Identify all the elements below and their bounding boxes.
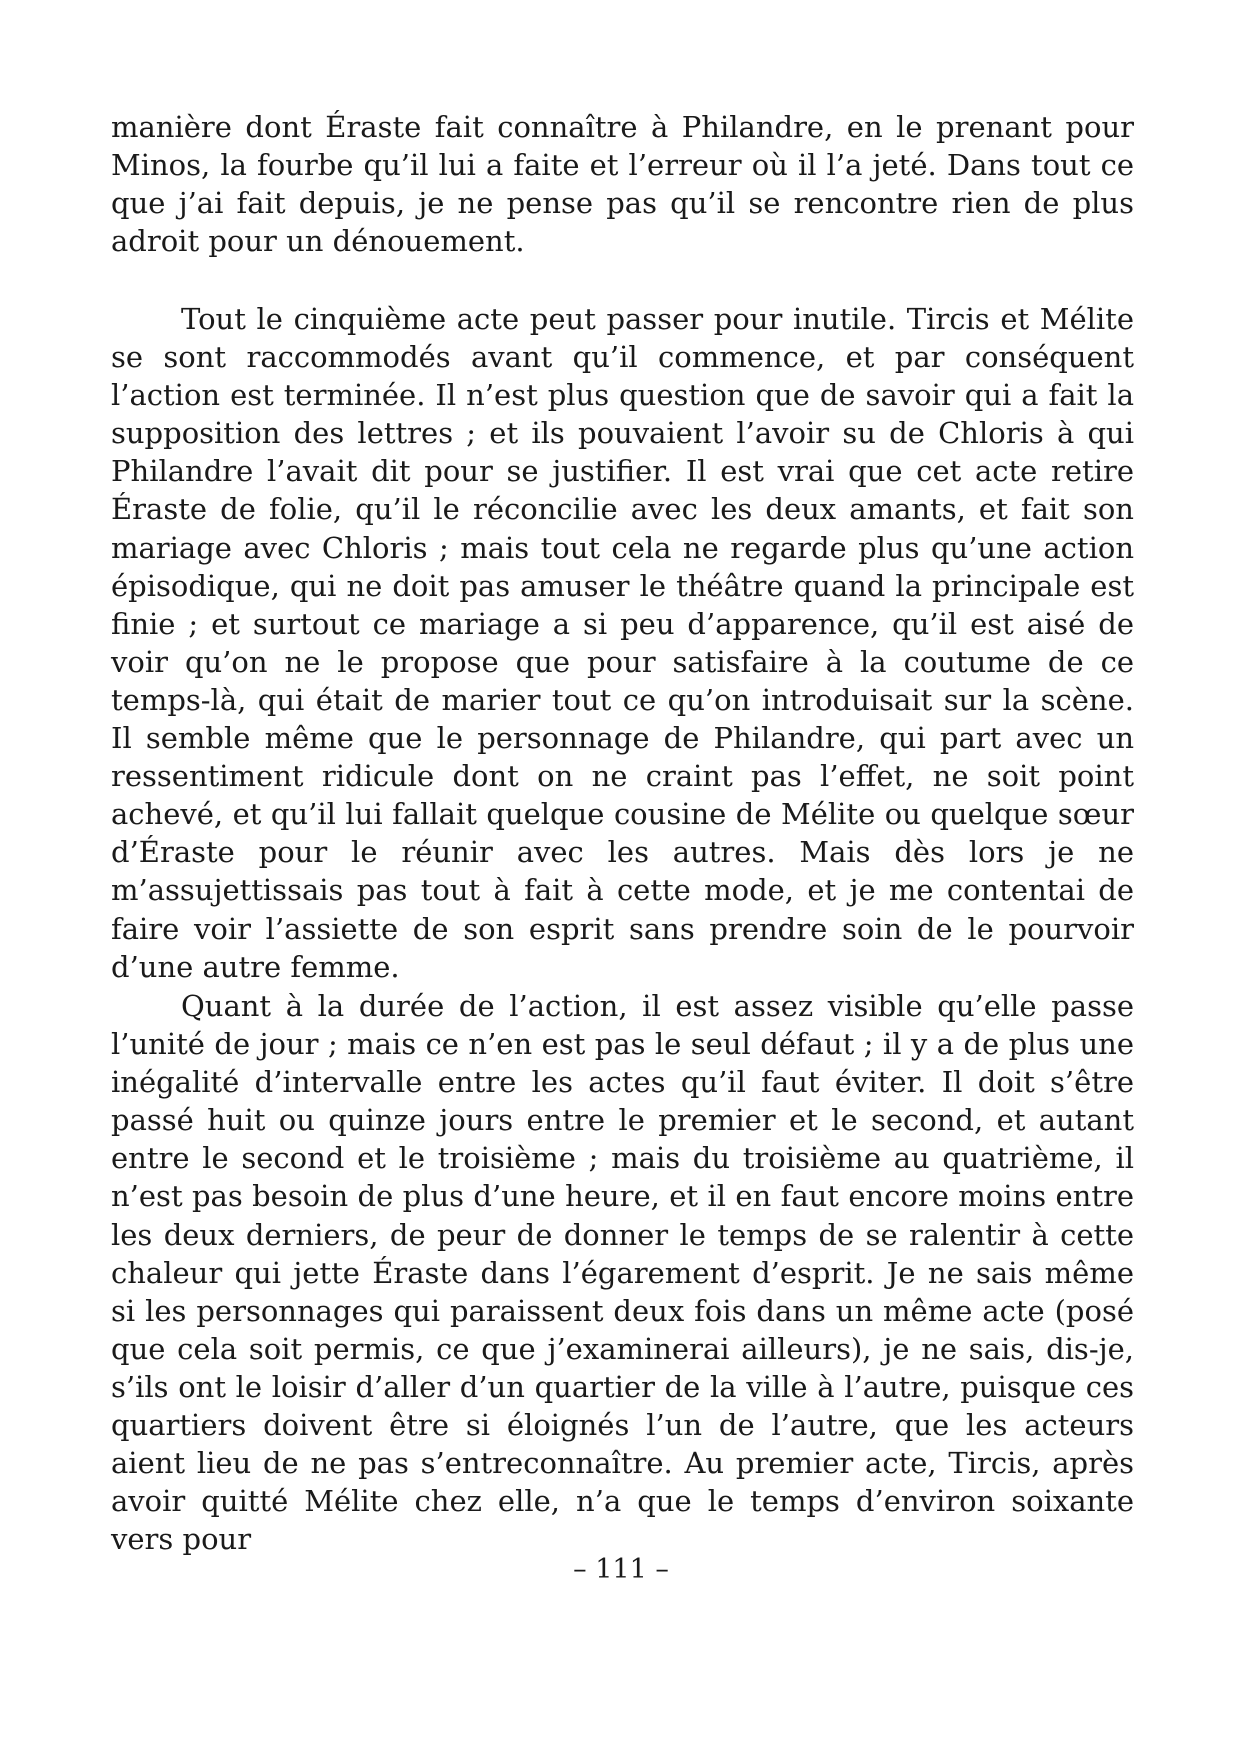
paragraph-duration: Quant à la durée de l’action, il est assez visible qu’elle passe l’unité de jour ; mais ce n’en est pas le seul défaut ; il y a de plus une inégalité d’intervalle entre les actes qu’il faut éviter. Il doit s’être passé huit ou quinze jours entre le premier et le second, et autant entre le second et le troisième ; mais du troisième au quatrième, il n’est pas besoin de plus d’une heure, et il en faut encore moins entre les deux derniers, de peur de donner le temps de se ralentir à cette chaleur qui jette Éraste dans l’égarement d’esprit. Je ne sais même si les personnages qui paraissent deux fois dans un même acte (posé que cela soit permis, ce que j’examinerai ailleurs), je ne sais, dis-je, s’ils ont le loisir d’aller d’un quartier de la ville à l’autre, puisque ces quartiers doivent être si éloignés l’un de l’autre, que les acteurs aient lieu de ne pas s’entreconnaître. Au premier acte, Tircis, après avoir quitté Mélite chez elle, n’a que le temps d’environ soixante vers pour (111, 989, 1134, 1557)
paragraph-continuation: manière dont Éraste fait connaître à Philandre, en le prenant pour Minos, la fourbe qu’il lui a faite et l’erreur où il l’a jeté. Dans tout ce que j’ai fait depuis, je ne pense pas qu’il se rencontre rien de plus adroit pour un dénouement. (111, 110, 1134, 259)
paragraph-fifth-act: Tout le cinquième acte peut passer pour inutile. Tircis et Mélite se sont raccommodés avant qu’il commence, et par conséquent l’action est terminée. Il n’est plus question que de savoir qui a fait la supposition des lettres ; et ils pouvaient l’avoir su de Chloris à qui Philandre l’avait dit pour se justifier. Il est vrai que cet acte retire Éraste de folie, qu’il le réconcilie avec les deux amants, et fait son mariage avec Chloris ; mais tout cela ne regarde plus qu’une action épisodique, qui ne doit pas amuser le théâtre quand la principale est finie ; et surtout ce mariage a si peu d’apparence, qu’il est aisé de voir qu’on ne le propose que pour satisfaire à la coutume de ce temps-là, qui était de marier tout ce qu’on introduisait sur la scène. Il semble même que le personnage de Philandre, qui part avec un ressentiment ridicule dont on ne craint pas l’effet, ne soit point achevé, et qu’il lui fallait quelque cousine de Mélite ou quelque sœur d’Éraste pour le réunir avec les autres. Mais dès lors je ne m’assujettissais pas tout à fait à cette mode, et je me contentai de faire voir l’assiette de son esprit sans prendre soin de le pourvoir d’une autre femme. (111, 302, 1134, 984)
page-number: – 111 – (573, 1554, 669, 1585)
